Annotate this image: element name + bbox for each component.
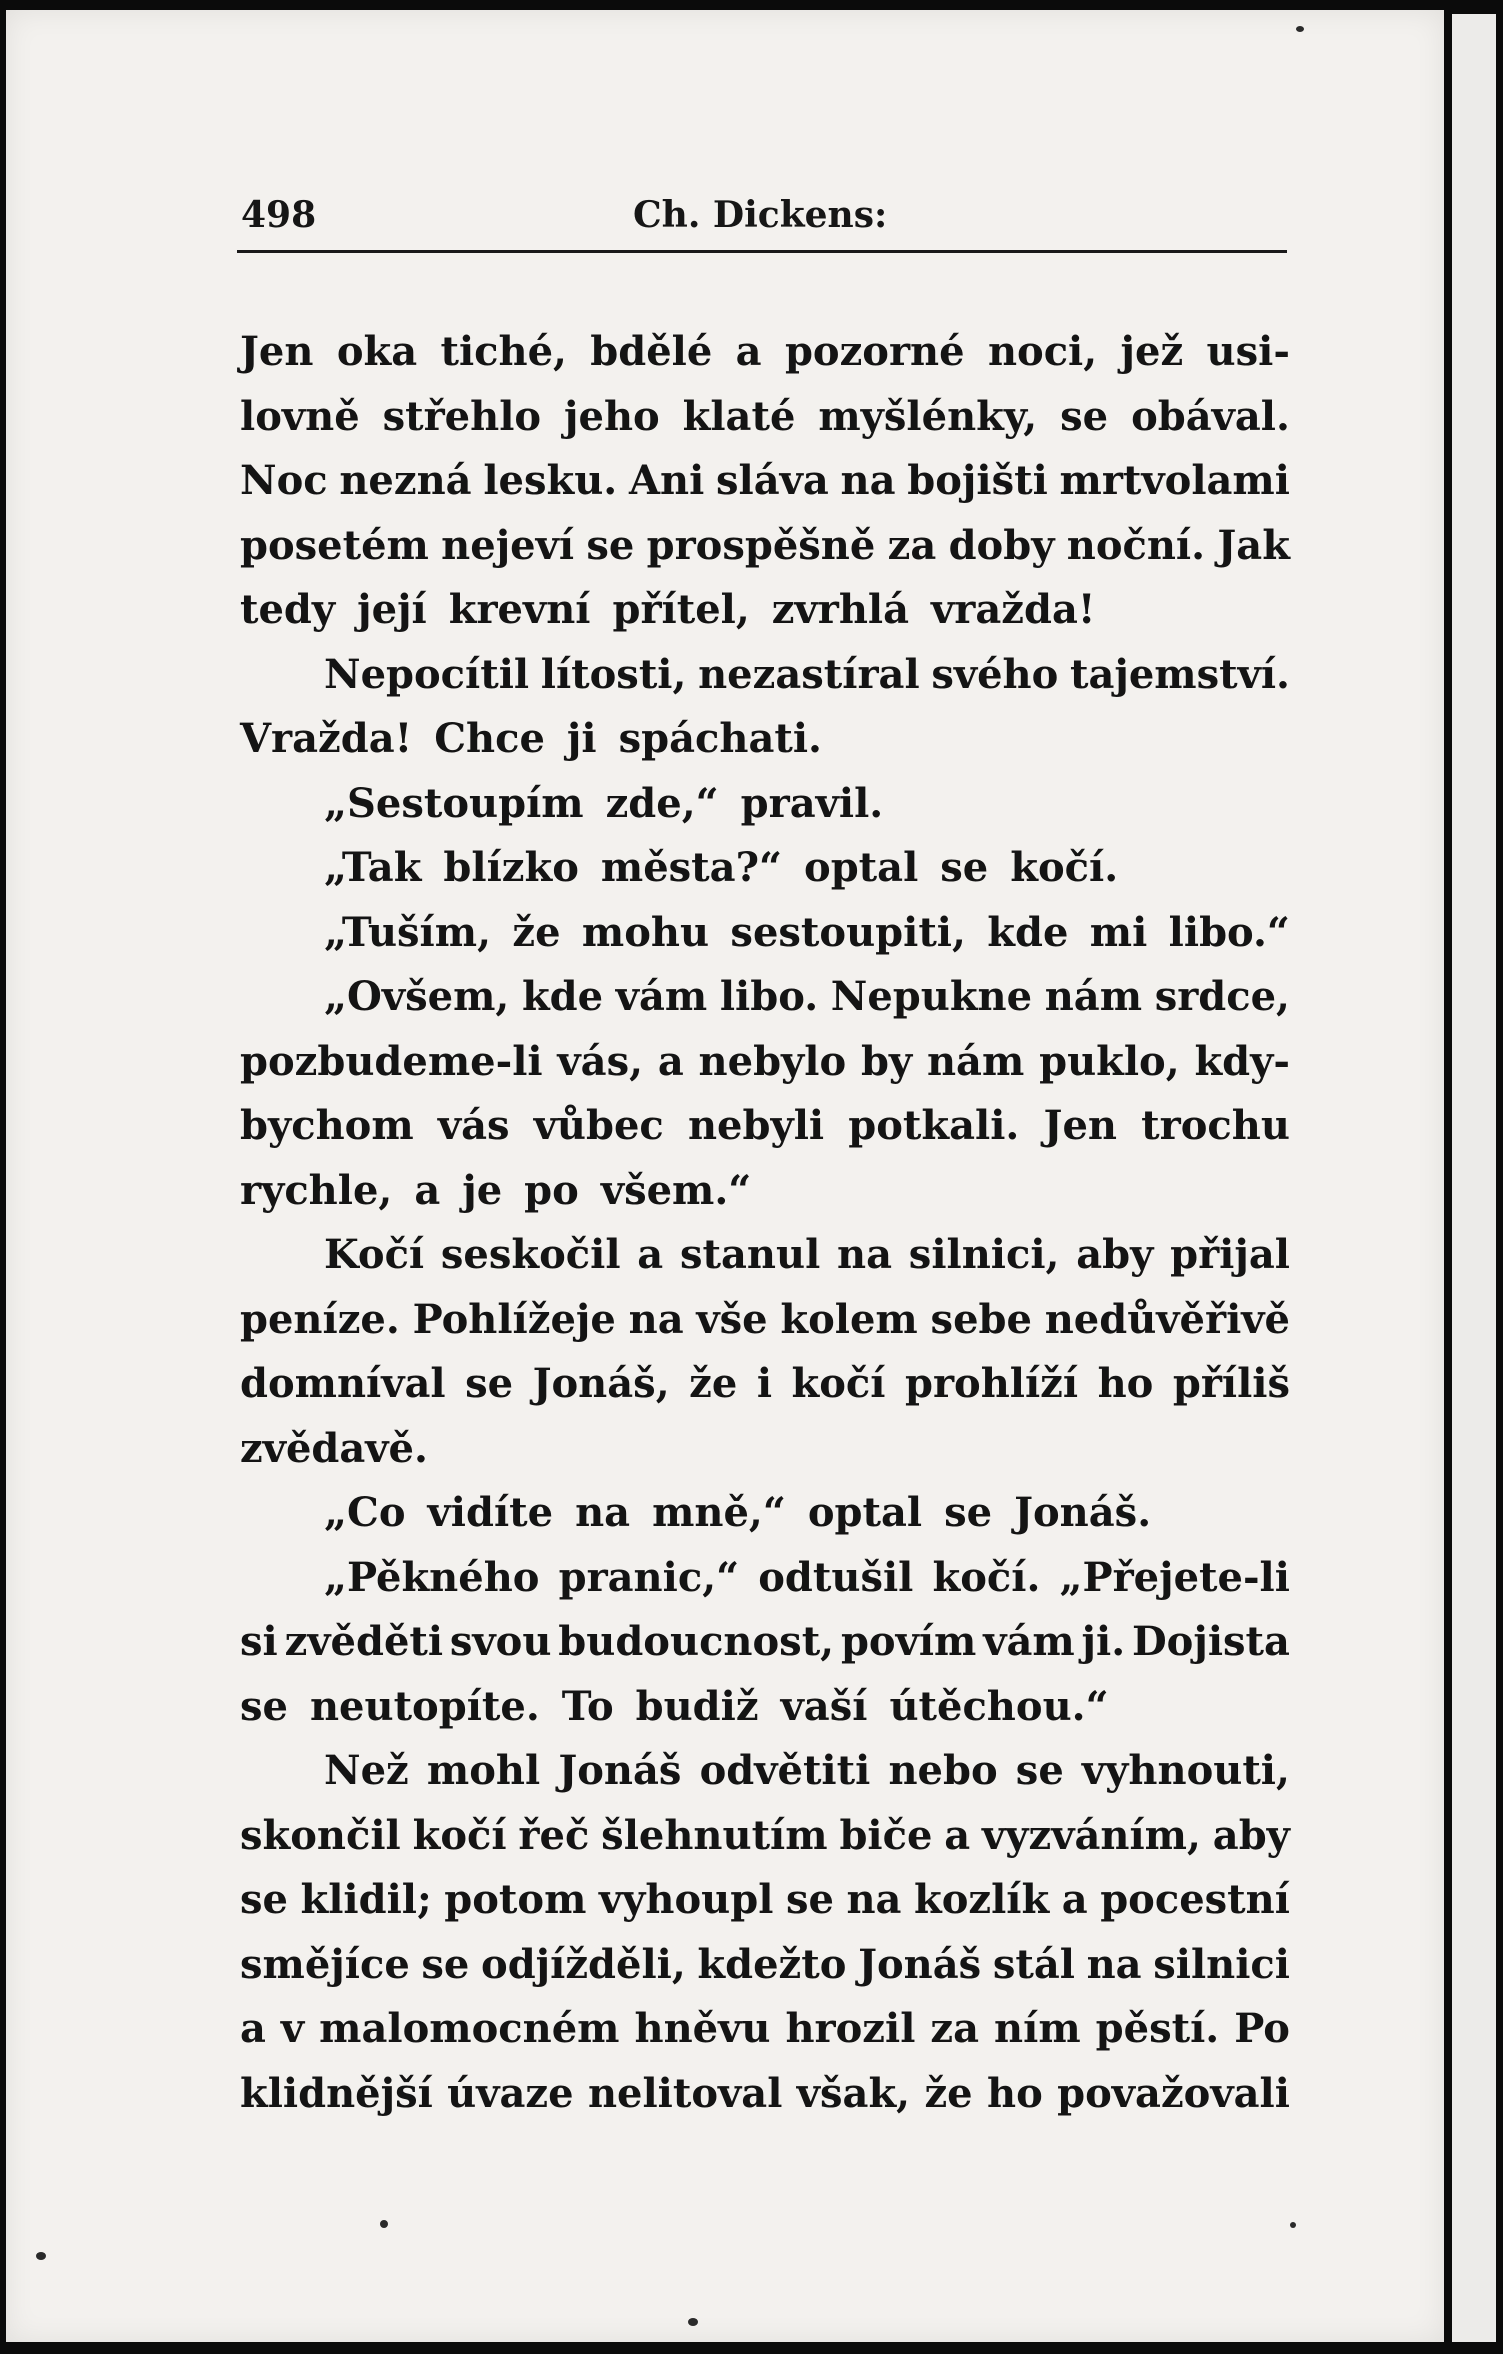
text-line: bychom vás vůbec nebyli potkali. Jen trochu: [240, 1102, 1290, 1149]
running-head: Ch. Dickens:: [633, 194, 888, 236]
text-line: skončil kočí řeč šlehnutím biče a vyzváním, aby: [240, 1811, 1290, 1859]
scan-speck: [1296, 26, 1304, 32]
scan-speck: [36, 2252, 46, 2260]
text-line: „Tak blízko města?“ optal se kočí.: [324, 844, 1119, 891]
text-line: Noc nezná lesku. Ani sláva na bojišti mrtvolami: [240, 457, 1290, 504]
text-line: „Tuším, že mohu sestoupiti, kde mi libo.“: [324, 908, 1290, 956]
text-line: klidnější úvaze nelitoval však, že ho považovali: [240, 2069, 1290, 2117]
text-line: Jen oka tiché, bdělé a pozorné noci, jež usi-: [240, 328, 1290, 375]
body-text: [240, 320, 1290, 2126]
text-line: a v malomocném hněvu hrozil za ním pěstí. Po: [240, 2005, 1290, 2052]
text-line: smějíce se odjížděli, kdežto Jonáš stál na silnici: [240, 1940, 1290, 1988]
scan-speck: [688, 2318, 698, 2326]
text-line: posetém nejeví se prospěšně za doby noční. Jak: [240, 521, 1290, 569]
text-line: pozbudeme-li vás, a nebylo by nám puklo, kdy-: [240, 1037, 1290, 1085]
page-number: 498: [241, 194, 317, 236]
page-header: [237, 186, 1287, 246]
text-line: „Ovšem, kde vám libo. Nepukne nám srdce,: [324, 973, 1290, 1020]
text-line: „Sestoupím zde,“ pravil.: [324, 779, 884, 827]
text-line: zvědavě.: [240, 1424, 428, 1472]
text-line: Nepocítil lítosti, nezastíral svého tajemství.: [324, 650, 1290, 698]
text-line: si zvěděti svou budoucnost, povím vám ji. Dojista: [240, 1618, 1290, 1665]
text-line: „Co vidíte na mně,“ optal se Jonáš.: [324, 1489, 1152, 1536]
text-line: se klidil; potom vyhoupl se na kozlík a pocestní: [240, 1876, 1290, 1923]
text-line: „Pěkného pranic,“ odtušil kočí. „Přejete-li: [324, 1553, 1290, 1601]
scan-speck: [380, 2220, 388, 2228]
text-line: lovně střehlo jeho klaté myšlénky, se obával.: [240, 392, 1290, 440]
text-line: peníze. Pohlížeje na vše kolem sebe nedůvěřivě: [240, 1295, 1290, 1343]
text-line: domníval se Jonáš, že i kočí prohlíží ho příliš: [240, 1360, 1290, 1407]
text-line: tedy její krevní přítel, zvrhlá vražda!: [240, 586, 1096, 633]
text-line: Než mohl Jonáš odvětiti nebo se vyhnouti,: [324, 1747, 1290, 1794]
scan-speck: [1290, 2222, 1296, 2228]
text-line: Kočí seskočil a stanul na silnici, aby přijal: [324, 1231, 1290, 1278]
adjacent-page-edge: [1452, 14, 1496, 2342]
text-line: se neutopíte. To budiž vaší útěchou.“: [240, 1682, 1109, 1730]
header-rule: [237, 250, 1287, 253]
text-line: Vražda! Chce ji spáchati.: [240, 715, 822, 762]
text-line: rychle, a je po všem.“: [240, 1166, 752, 1214]
